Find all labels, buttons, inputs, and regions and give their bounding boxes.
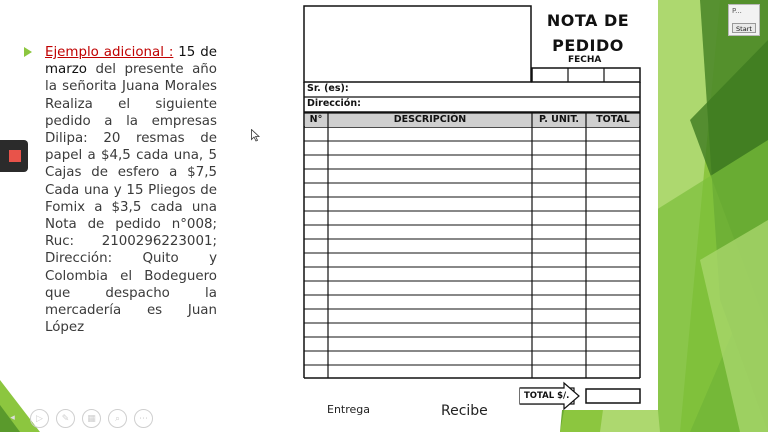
play-icon[interactable]: ▷ — [30, 409, 49, 428]
mini-window-title: P... — [732, 7, 742, 15]
record-stop-icon — [9, 150, 21, 162]
record-stop-button[interactable] — [0, 140, 28, 172]
senor-label: Sr. (es): — [307, 83, 349, 94]
prev-icon[interactable]: ◂ — [10, 413, 15, 423]
order-form — [296, 0, 658, 410]
form-title-line2: PEDIDO — [552, 36, 624, 55]
text-body: del presente año la señorita Juana Morales Realiza el siguiente pedido a la empresas Dilipa: 20 resmas de papel a $4,5 cada una, 5 Cajas de esfero a $7,5 Cada una y 15 Pliegos de Fomix a $3,5 cada una Nota de pedido n°008; Ruc: 2100296223001; Dirección: Quito y Colombia el Bodeguero que despacho la mercadería es Juan López — [45, 62, 217, 336]
recibe-label: Recibe — [441, 403, 488, 419]
form-title-line1: NOTA DE — [546, 11, 630, 30]
zoom-icon[interactable]: ⌕ — [108, 409, 127, 428]
form-title — [534, 8, 642, 58]
play-bullet-icon — [24, 47, 32, 57]
text-date: marzo — [45, 62, 87, 78]
pen-icon[interactable]: ✎ — [56, 409, 75, 428]
col-header-number: N° — [309, 114, 323, 125]
order-form-grid — [296, 0, 658, 410]
text-lead: 15 de — [173, 45, 217, 60]
mini-window[interactable] — [728, 4, 760, 36]
col-header-unit-price: P. UNIT. — [539, 114, 579, 125]
more-icon[interactable]: ⋯ — [134, 409, 153, 428]
example-heading-link[interactable]: Ejemplo adicional : — [45, 45, 174, 60]
slides-icon[interactable]: ▦ — [82, 409, 101, 428]
start-button[interactable]: Start — [732, 23, 756, 33]
col-header-description: DESCRIPCIÓN — [393, 114, 467, 125]
slide-body-text — [45, 44, 217, 336]
total-label: TOTAL $/. — [524, 391, 570, 401]
entrega-label: Entrega — [327, 403, 371, 416]
mouse-cursor-icon — [251, 129, 260, 142]
direccion-label: Dirección: — [307, 98, 361, 109]
fecha-label: FECHA — [568, 55, 602, 65]
col-header-total: TOTAL — [596, 114, 630, 125]
